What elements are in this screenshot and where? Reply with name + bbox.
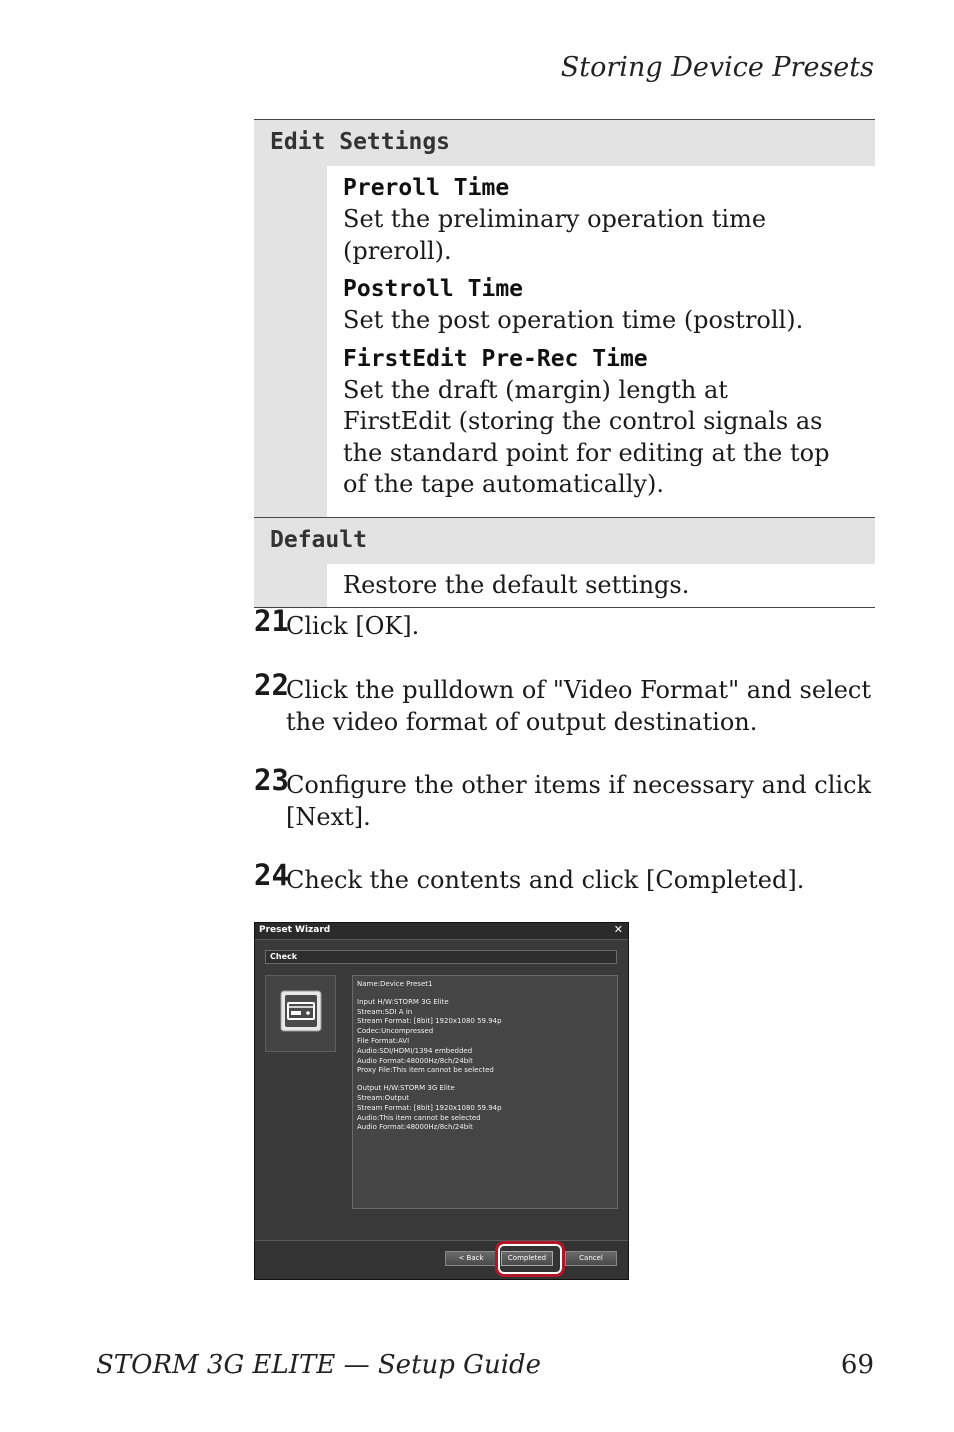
page-number: 69 xyxy=(840,1350,874,1380)
item-desc-postroll: Set the post operation time (postroll). xyxy=(343,306,804,334)
dialog-footer xyxy=(255,1240,628,1279)
completed-button[interactable]: Completed xyxy=(501,1251,553,1266)
step-21 xyxy=(254,604,884,642)
check-step-bar xyxy=(265,950,617,964)
summary-line: Stream:Output xyxy=(357,1093,410,1102)
close-icon[interactable]: ✕ xyxy=(613,923,623,936)
section-header-default: Default xyxy=(254,517,875,564)
summary-line: Stream Format: [8bit] 1920x1080 59.94p xyxy=(357,1103,502,1112)
footer-title: STORM 3G ELITE — Setup Guide xyxy=(96,1350,542,1380)
preset-wizard-dialog xyxy=(254,922,629,1280)
device-icon-panel xyxy=(265,975,336,1052)
summary-line: Name:Device Preset1 xyxy=(357,980,433,988)
dialog-titlebar[interactable] xyxy=(255,923,628,940)
summary-line: File Format:AVI xyxy=(357,1036,410,1045)
preset-summary-panel[interactable] xyxy=(352,975,618,1209)
item-title-firstedit: FirstEdit Pre-Rec Time xyxy=(343,345,648,372)
step-23 xyxy=(254,763,884,833)
summary-line: Input H/W:STORM 3G Elite xyxy=(357,997,449,1006)
step-22 xyxy=(254,668,884,738)
summary-line: Stream:SDI A in xyxy=(357,1007,413,1016)
summary-line: Audio:This item cannot be selected xyxy=(357,1113,481,1122)
check-step-label: Check xyxy=(270,952,298,961)
item-desc-default: Restore the default settings. xyxy=(343,570,690,599)
section-header-edit-settings: Edit Settings xyxy=(254,119,875,166)
step-24 xyxy=(254,858,884,896)
step-number: 24 xyxy=(254,858,289,892)
step-text: Configure the other items if necessary and click [Next]. xyxy=(286,771,872,831)
summary-line: Codec:Uncompressed xyxy=(357,1027,434,1036)
item-title-postroll: Postroll Time xyxy=(343,276,524,302)
running-head: Storing Device Presets xyxy=(560,52,874,83)
item-desc-preroll: Set the preliminary operation time (preroll). xyxy=(343,205,767,265)
summary-line: Audio Format:48000Hz/8ch/24bit xyxy=(357,1056,473,1065)
summary-line: Stream Format: [8bit] 1920x1080 59.94p xyxy=(357,1017,502,1026)
step-text: Click the pulldown of "Video Format" and select the video format of output destination. xyxy=(286,676,871,736)
completed-highlight-ring xyxy=(495,1241,565,1277)
item-title-preroll: Preroll Time xyxy=(343,175,510,201)
cancel-button[interactable]: Cancel xyxy=(565,1251,617,1266)
summary-line: Proxy File:This item cannot be selected xyxy=(357,1066,494,1075)
summary-line: Audio:SDI/HDMI/1394 embedded xyxy=(357,1046,473,1055)
step-text: Click [OK]. xyxy=(286,612,420,640)
step-number: 21 xyxy=(254,604,289,638)
item-desc-firstedit: Set the draft (margin) length at FirstEdit (storing the control signals as the standard point for editing at the top of the tape automatically). xyxy=(343,375,830,498)
summary-line: Output H/W:STORM 3G Elite xyxy=(357,1084,455,1093)
step-number: 22 xyxy=(254,668,289,702)
section-body-default xyxy=(254,564,875,609)
settings-table xyxy=(254,119,875,608)
device-icon xyxy=(280,990,322,1032)
step-number: 23 xyxy=(254,763,289,797)
back-button[interactable]: < Back xyxy=(445,1251,497,1266)
dialog-title: Preset Wizard xyxy=(259,925,331,935)
section-body-edit-settings xyxy=(254,166,875,517)
step-text: Check the contents and click [Completed]. xyxy=(286,866,805,894)
summary-line: Audio Format:48000Hz/8ch/24bit xyxy=(357,1123,473,1132)
